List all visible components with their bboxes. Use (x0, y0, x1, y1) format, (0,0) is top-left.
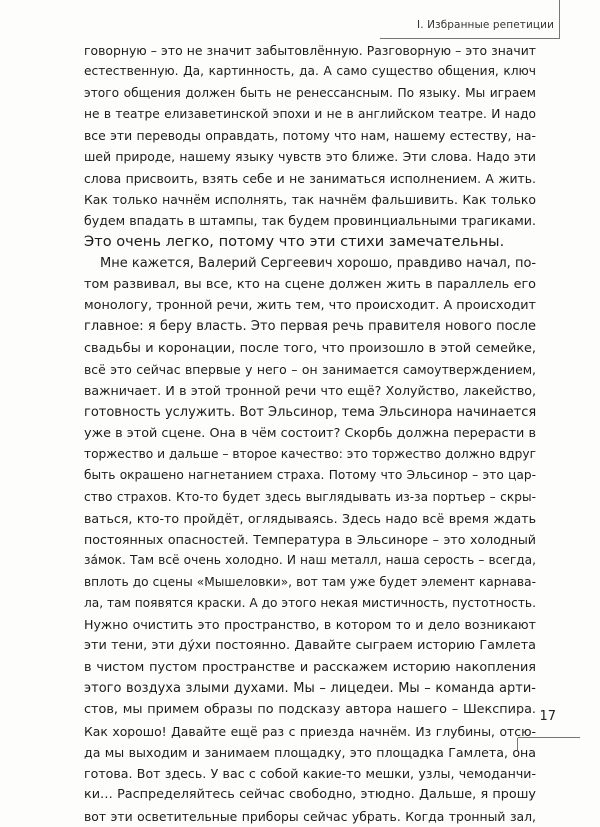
text-line: готова. Вот здесь. У вас с собой какие-то мешки, узлы, чемоданчи- (84, 766, 536, 782)
text-line: за́мок. Там всё очень холодно. И наш металл, наша серость – всегда, (84, 553, 536, 568)
text-line: всё это сейчас впервые у него – он занимается самоутверждением, (84, 361, 536, 377)
paragraph-first-line: Мне кажется, Валерий Сергеевич хорошо, правдиво начал, по- (100, 255, 537, 271)
text-line: том развивал, вы все, кто на сцене должен жить в параллель его (84, 276, 536, 292)
text-line: говорную – это не значит забытовлённую. Разговорную – это значит (84, 43, 536, 58)
text-line: эти тени, эти ду́хи постоянно. Давайте сыграем историю Гамлета (84, 638, 536, 654)
body-text (84, 40, 536, 827)
text-line: Как только начнём исполнять, так начнём фальшивить. Как только (84, 191, 536, 207)
text-line: уже в этой сцене. Она в чём состоит? Скорбь должна перерасти в (84, 425, 536, 441)
text-line: все эти переводы оправдать, потому что нам, нашему естеству, на- (84, 128, 536, 144)
text-line: готовность услужить. Вот Эльсинор, тема Эльсинора начинается (84, 404, 537, 420)
text-line: стов, мы примем образы по подсказу автора нашего – Шекспира. (84, 702, 536, 718)
text-line: Это очень легко, потому что эти стихи замечательны. (84, 233, 505, 251)
text-line: ла, там появятся краски. А до этого некая мистичность, пустотность. (84, 595, 536, 610)
footer-rule-vertical (517, 738, 518, 750)
text-line: да мы выходим и занимаем площадку, это площадка Гамлета, она (84, 744, 536, 760)
text-line: будем впадать в штампы, так будем провинциальными трагиками. (84, 213, 536, 229)
text-line: главное: я беру власть. Это первая речь правителя нового после (84, 319, 536, 335)
text-line: ваться, кто-то пройдёт, оглядываясь. Здесь надо всё время ждать (84, 510, 536, 526)
text-line: ство страхов. Кто-то будет здесь выглядывать из-за портьер – скры- (84, 489, 536, 504)
text-line: этого общения должен быть не ренессансным. По языку. Мы играем (84, 85, 536, 100)
text-line: ки… Распределяйтесь сейчас свободно, этюдно. Дальше, я прошу (84, 787, 536, 803)
text-line: быть окрашено нагнетанием страха. Потому что Эльсинор – это цар- (84, 468, 536, 483)
text-line: этого воздуха злыми духами. Мы – лицедеи. Мы – команда арти- (84, 680, 536, 696)
text-line: слова присвоить, взять себе и не заниматься исполнением. А жить. (84, 170, 536, 186)
text-line: монологу, тронной речи, жить тем, что происходит. А происходит (84, 298, 536, 314)
text-line: вот эти осветительные приборы сейчас убрать. Когда тронный зал, (84, 808, 536, 824)
text-line: свадьбы и коронации, после того, что произошло в этой семейке, (84, 340, 536, 356)
footer-rule (518, 737, 580, 738)
running-head: I. Избранные репетиции (417, 19, 554, 31)
text-line: постоянных опасностей. Температура в Эльсиноре – это холодный (84, 532, 536, 548)
text-line: в чистом пустом пространстве и расскажем историю накопления (84, 659, 536, 675)
text-line: Нужно очистить это пространство, в котором то и дело возникают (84, 617, 536, 633)
header-rule (380, 38, 560, 39)
text-line: вплоть до сцены «Мышеловки», вот там уже будет элемент карнава- (84, 574, 536, 589)
text-line: не в театре елизаветинской эпохи и не в английском театре. И надо (84, 106, 536, 121)
text-line: шей природе, нашему языку чувств это ближе. Эти слова. Надо эти (84, 149, 536, 165)
text-line: торжество и дальше – второе качество: это торжество должно вдруг (84, 447, 536, 462)
text-line: важничает. И в этой тронной речи что ещё? Холуйство, лакейство, (84, 383, 536, 399)
header-rule-vertical (559, 0, 560, 38)
text-line: Как хорошо! Давайте ещё раз с приезда начнём. Из глубины, отсю- (84, 723, 536, 739)
page-number: 17 (539, 709, 556, 724)
text-line: естественную. Да, картинность, да. А само существо общения, ключ (84, 64, 536, 79)
